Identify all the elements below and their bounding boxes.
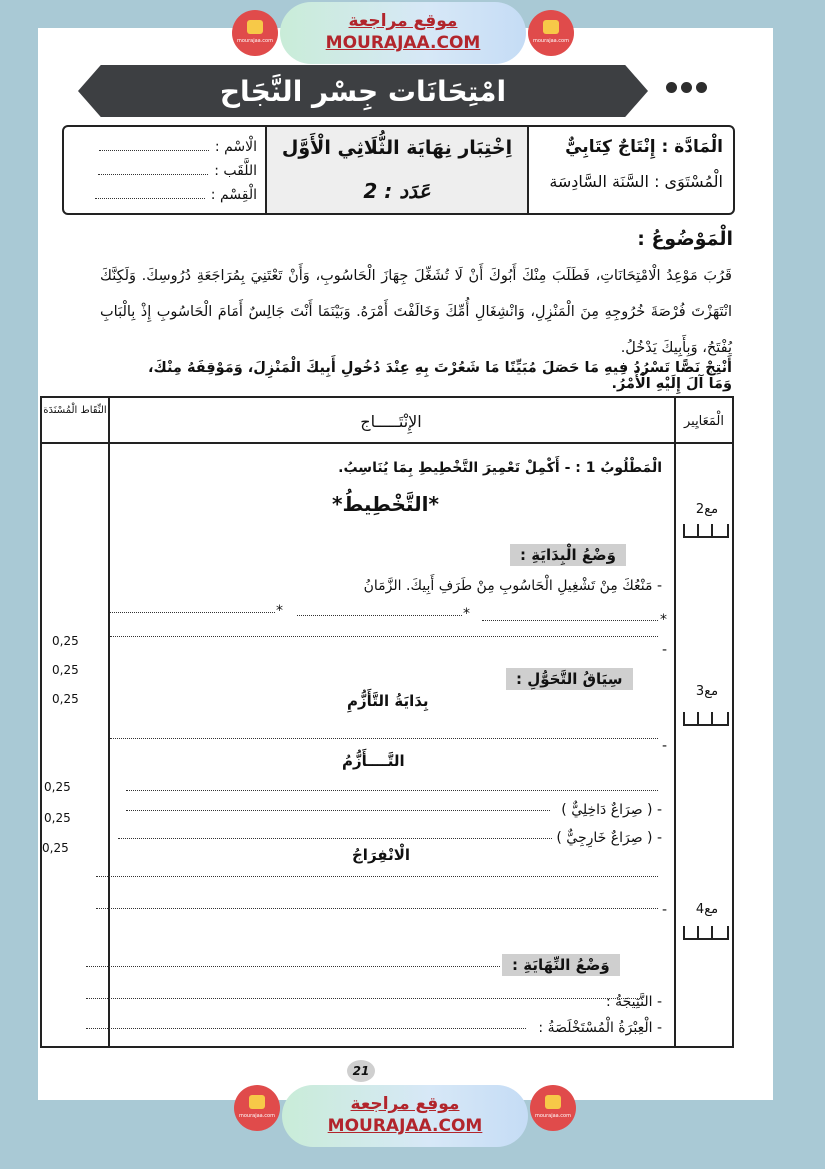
- initial-line: - مَنْعُكَ مِنْ تَشْغِيلِ الْحَاسُوبِ مِنْ طَرَفِ أَبِيكَ. الزَّمَانُ: [363, 578, 662, 594]
- points-value: 0,25: [52, 634, 79, 648]
- outer-conflict: - ( صِرَاعٌ خَارِجِيٌّ ): [556, 830, 662, 846]
- answer-line[interactable]: [96, 876, 658, 877]
- criterion-score-boxes[interactable]: [683, 524, 729, 538]
- subject-text: قَرُبَ مَوْعِدُ الْامْتِحَانَاتِ، فَطَلَبَ مِنْكَ أَبُوكَ أَنْ لَا تُشَغِّلَ جِهَازَ الْحَاسُوبِ، وَأَنْ تَعْتَنِيَ بِمُرَاجَعَةِ دُرُوسِكَ. وَلَكِنَّكَ انْتَهَزْتَ فُرْصَةَ خُرُوجِهِ مِنَ الْمَنْزِلِ، وَانْشِغَالِ أُمِّكَ وَخَالَفْتَ أَمْرَهُ. وَبَيْنَمَا أَنْتَ جَالِسٌ أَمَامَ الْحَاسُوبِ إِذْ بِالْبَابِ يُفْتَحُ، وَبِأَبِيكَ يَدْخُلُ.: [100, 268, 732, 356]
- production-header: الإِنْتَـــــاج: [360, 412, 422, 431]
- subject-label: الْمَادَّة : إِنْتَاجٌ كِتَابِيٌّ: [565, 137, 723, 157]
- site-name-en[interactable]: MOURAJAA.COM: [325, 33, 481, 53]
- lesson-label: - الْعِبْرَةُ الْمُسْتَخْلَصَةُ :: [538, 1020, 662, 1036]
- dash-marker: -: [662, 738, 668, 754]
- star-marker: *: [276, 603, 283, 619]
- banner-dots-right: [666, 82, 707, 93]
- student-info: [64, 127, 267, 213]
- points-value: 0,25: [44, 811, 71, 825]
- criterion-label: مع4: [695, 902, 719, 917]
- production-table: [40, 396, 734, 1048]
- answer-line[interactable]: [86, 998, 642, 999]
- site-logo-right: mourajaa.com: [528, 10, 574, 56]
- answer-line[interactable]: [96, 908, 658, 909]
- name-field[interactable]: الْاسْم :: [99, 139, 257, 155]
- site-name-ar[interactable]: موقع مراجعة: [350, 1094, 460, 1114]
- points-value: 0,25: [44, 780, 71, 794]
- banner-title: امْتِحَانَات جِسْر النَّجَاح: [219, 75, 507, 108]
- level-label: الْمُسْتَوَى : السَّنَة السَّادِسَة: [549, 172, 723, 191]
- answer-line[interactable]: [110, 738, 658, 739]
- release-label: الْانْفِرَاجُ: [352, 846, 411, 864]
- dash-marker: -: [662, 902, 668, 918]
- final-state-label: وَضْعُ النِّهَايَةِ :: [502, 954, 620, 976]
- site-name-en[interactable]: MOURAJAA.COM: [327, 1116, 483, 1136]
- answer-line[interactable]: [126, 810, 550, 811]
- answer-line[interactable]: [118, 838, 552, 839]
- crisis-label: التَّــــأَزُّمُ: [342, 752, 405, 770]
- site-logo-right: mourajaa.com: [530, 1085, 576, 1131]
- criterion-score-boxes[interactable]: [683, 926, 729, 940]
- page-number: 21: [347, 1060, 375, 1082]
- site-logo-left: mourajaa.com: [232, 10, 278, 56]
- inner-conflict: - ( صِرَاعٌ دَاخِلِيٌّ ): [561, 802, 662, 818]
- transform-label: سِيَاقُ التَّحَوُّلِ :: [506, 668, 633, 690]
- answer-line[interactable]: [482, 620, 658, 621]
- points-value: 0,25: [42, 841, 69, 855]
- site-logo-left: mourajaa.com: [234, 1085, 280, 1131]
- result-label: - النَّتِيجَةُ :: [605, 994, 662, 1010]
- surname-field[interactable]: اللَّقَب :: [98, 163, 257, 179]
- answer-line[interactable]: [297, 615, 462, 616]
- exam-number: عَدَد : 2: [363, 179, 431, 203]
- required-instruction: الْمَطْلُوبُ 1 : - أَكْمِلْ تَعْمِيرَ التَّخْطِيطِ بِمَا يُنَاسِبُ.: [338, 460, 662, 476]
- subject-info: [529, 127, 733, 213]
- points-header: النِّقَاط الْمُسْنَدَة: [43, 405, 107, 416]
- answer-line[interactable]: [86, 966, 500, 967]
- criterion-label: مع2: [695, 502, 719, 517]
- criterion-score-boxes[interactable]: [683, 712, 729, 726]
- points-value: 0,25: [52, 692, 79, 706]
- star-marker: *: [660, 612, 667, 628]
- criteria-header: الْمَعَايِير: [683, 414, 725, 429]
- task-text: أَنْتِجْ نَصًّا تَسْرُدُ فِيهِ مَا حَصَلَ مُبَيِّنًا مَا شَعُرْتَ بِهِ عِنْدَ دُخُولِ أَبِيكَ الْمَنْزِلَ، وَمَوْقِفَهُ مِنْكَ، وَمَا آلَ إِلَيْهِ الْأَمْرُ.: [147, 360, 732, 392]
- site-badge-top[interactable]: [280, 2, 526, 64]
- points-value: 0,25: [52, 663, 79, 677]
- site-name-ar[interactable]: موقع مراجعة: [348, 11, 458, 31]
- star-marker: *: [463, 606, 470, 622]
- dash-marker: -: [662, 642, 668, 658]
- answer-line[interactable]: [126, 790, 658, 791]
- subject-heading: الْمَوْضُوعُ :: [637, 228, 733, 250]
- crisis-start-label: بِدَايَةُ التَّأَزُّمِ: [347, 692, 429, 710]
- criterion-label: مع3: [695, 684, 719, 699]
- answer-line[interactable]: [110, 636, 658, 637]
- answer-line[interactable]: [110, 612, 275, 613]
- exam-title: اِخْتِبَار نِهَايَة الثُّلَاثِي الْأَوَّل: [281, 137, 513, 159]
- section-field[interactable]: الْقِسْم :: [95, 187, 257, 203]
- answer-line[interactable]: [86, 1028, 526, 1029]
- initial-state-label: وَضْعُ الْبِدَايَةِ :: [510, 544, 626, 566]
- site-badge-bottom[interactable]: [282, 1085, 528, 1147]
- exam-title-cell: [267, 127, 529, 213]
- exam-header: [62, 125, 735, 215]
- plan-title: *التَّخْطِيطُ*: [332, 492, 439, 516]
